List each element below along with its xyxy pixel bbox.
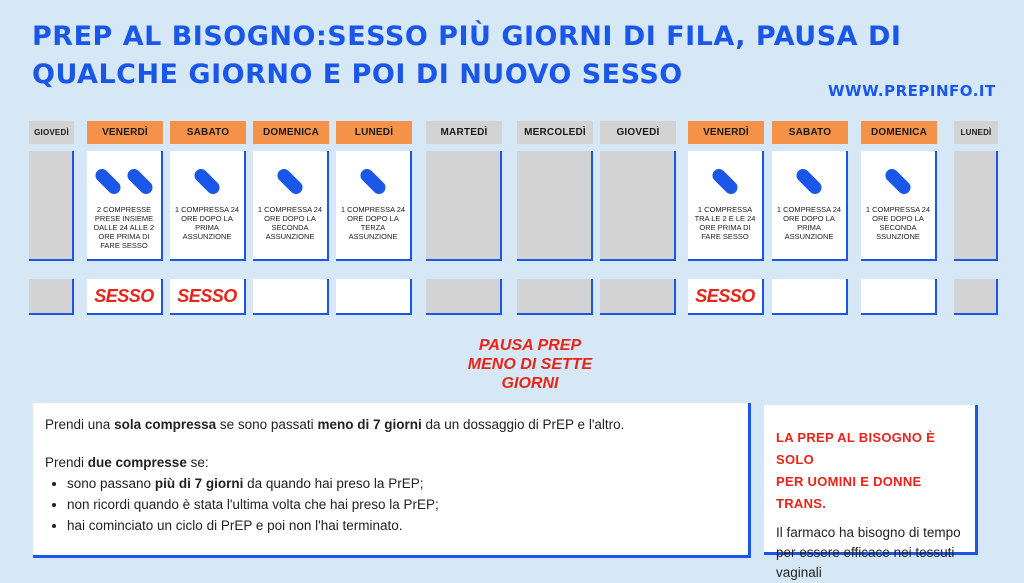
pills-group xyxy=(253,165,327,199)
day-header: DOMENICA xyxy=(861,121,937,144)
sex-label: SESSO xyxy=(695,285,755,306)
day-header: MERCOLEDÌ xyxy=(517,121,593,144)
day-column xyxy=(426,121,502,321)
pill-icon xyxy=(794,166,824,196)
day-header: MARTEDÌ xyxy=(426,121,502,144)
day-header: LUNEDÌ xyxy=(954,121,998,144)
day-card xyxy=(517,151,593,261)
info-paragraph-1: Prendi una sola compressa se sono passati meno di 7 giorni da un dossaggio di PrEP e l'altro. xyxy=(45,417,625,432)
pause-label-line2: MENO DI SETTE GIORNI xyxy=(467,356,593,392)
day-header: VENERDÌ xyxy=(87,121,163,144)
info-bullet-1: • sono passano più di 7 giorni da quando hai preso la PrEP; xyxy=(67,473,736,494)
day-header: DOMENICA xyxy=(253,121,329,144)
pause-label xyxy=(440,336,620,393)
pills-group xyxy=(772,165,846,199)
sex-box xyxy=(688,279,764,315)
sex-box xyxy=(87,279,163,315)
pills-group xyxy=(87,165,161,199)
dose-instruction: 1 COMPRESSA 24 ORE DOPO LA TERZA ASSUNZIONE xyxy=(340,205,406,241)
day-header: GIOVEDÌ xyxy=(29,121,74,144)
day-column xyxy=(336,121,412,321)
info-bullet-3: • hai cominciato un ciclo di PrEP e poi non l'hai terminato. xyxy=(67,515,736,536)
note-title: LA PREP AL BISOGNO È SOLO PER UOMINI E DONNE TRANS. xyxy=(776,430,936,511)
sex-box xyxy=(600,279,676,315)
dose-instruction: 2 COMPRESSE PRESE INSIEME DALLE 24 ALLE 2 ORE PRIMA DI FARE SESSO xyxy=(93,205,155,250)
info-paragraph-2: Prendi due compresse se: xyxy=(45,455,209,470)
dose-instruction: 1 COMPRESSA TRA LE 2 E LE 24 ORE PRIMA DI FARE SESSO xyxy=(694,205,756,241)
day-card xyxy=(772,151,848,261)
pills-group xyxy=(688,165,762,199)
day-header: GIOVEDÌ xyxy=(600,121,676,144)
day-card xyxy=(688,151,764,261)
day-column xyxy=(87,121,163,321)
pill-icon xyxy=(883,166,913,196)
info-box xyxy=(33,403,751,558)
sex-box xyxy=(954,279,998,315)
day-card xyxy=(29,151,74,261)
pause-label-line1: PAUSA PREP xyxy=(478,337,582,354)
day-column xyxy=(861,121,937,321)
day-card xyxy=(861,151,937,261)
day-header: LUNEDÌ xyxy=(336,121,412,144)
day-header: VENERDÌ xyxy=(688,121,764,144)
day-column xyxy=(954,121,998,321)
dose-instruction: 1 COMPRESSA 24 ORE DOPO LA SECONDA SSUNZIONE xyxy=(865,205,931,241)
pill-icon xyxy=(125,166,155,196)
day-column xyxy=(600,121,676,321)
day-card xyxy=(253,151,329,261)
day-column xyxy=(517,121,593,321)
pills-group xyxy=(170,165,244,199)
pill-icon xyxy=(275,166,305,196)
day-column xyxy=(253,121,329,321)
sex-box xyxy=(170,279,246,315)
pill-icon xyxy=(192,166,222,196)
day-header: SABATO xyxy=(170,121,246,144)
info-bullet-list xyxy=(45,473,736,536)
sex-box xyxy=(426,279,502,315)
day-card xyxy=(600,151,676,261)
day-column xyxy=(772,121,848,321)
day-column xyxy=(688,121,764,321)
day-column xyxy=(29,121,74,321)
note-text: Il farmaco ha bisogno di tempo per essere efficace nei tessuti vaginali xyxy=(776,525,961,580)
day-card xyxy=(954,151,998,261)
sex-box xyxy=(336,279,412,315)
pill-icon xyxy=(710,166,740,196)
day-card xyxy=(336,151,412,261)
sex-box xyxy=(253,279,329,315)
day-column xyxy=(170,121,246,321)
sex-label: SESSO xyxy=(177,285,237,306)
info-bullet-2: • non ricordi quando è stata l'ultima volta che hai preso la PrEP; xyxy=(67,494,736,515)
day-card xyxy=(170,151,246,261)
website-link[interactable]: WWW.PREPINFO.IT xyxy=(828,82,996,100)
sex-box xyxy=(772,279,848,315)
page-title: PREP AL BISOGNO:SESSO PIÙ GIORNI DI FILA, PAUSA DI QUALCHE GIORNO E POI DI NUOVO SESSO xyxy=(32,21,902,90)
sex-box xyxy=(517,279,593,315)
day-header: SABATO xyxy=(772,121,848,144)
dose-instruction: 1 COMPRESSA 24 ORE DOPO LA PRIMA ASSUNZIONE xyxy=(174,205,240,241)
dose-instruction: 1 COMPRESSA 24 ORE DOPO LA PRIMA ASSUNZIONE xyxy=(776,205,842,241)
day-card xyxy=(87,151,163,261)
sex-box xyxy=(29,279,74,315)
sex-label: SESSO xyxy=(94,285,154,306)
pill-icon xyxy=(358,166,388,196)
sex-box xyxy=(861,279,937,315)
day-card xyxy=(426,151,502,261)
pill-icon xyxy=(93,166,123,196)
note-box xyxy=(764,405,978,580)
pills-group xyxy=(336,165,410,199)
pills-group xyxy=(861,165,935,199)
dose-instruction: 1 COMPRESSA 24 ORE DOPO LA SECONDA ASSUNZIONE xyxy=(257,205,323,241)
